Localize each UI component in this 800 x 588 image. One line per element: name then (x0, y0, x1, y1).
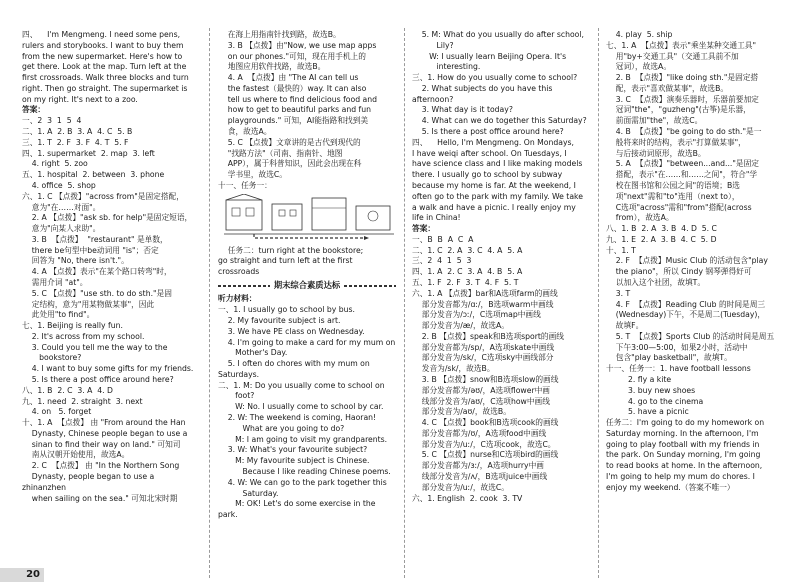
text-line: 故填F。 (606, 321, 644, 331)
text-line: 三、1. How do you usually come to school? (412, 73, 578, 83)
text-line: Saturday morning. In the afternoon, I'm (606, 428, 759, 438)
column-divider-3 (598, 28, 599, 578)
page-number: 20 (0, 568, 44, 582)
text-line: rulers and storybooks. I want to buy them (22, 40, 184, 50)
text-line: 十、1. A 【点拨】 由 "From around the Han (22, 418, 186, 428)
text-line: 四、 Hello, I'm Mengmeng. On Mondays, (412, 137, 574, 147)
text-line: 任务二：I'm going to do my homework on (606, 418, 765, 428)
text-line: 5. Is there a post office around here? (22, 375, 174, 384)
text-line: 4. W: We can go to the park together this (218, 477, 387, 487)
text-line: 5. C 【点拨】文章讲的是古代到现代的 (218, 137, 361, 147)
text-line: 2. My favourite subject is art. (218, 316, 341, 326)
text-line: because my home is far. At the weekend, I (412, 180, 576, 190)
text-line: W: I usually learn Beijing Opera. It's (412, 51, 567, 61)
text-line: enjoy my weekend.（答案不唯一） (606, 482, 735, 492)
text-line: 4. office 5. shop (22, 180, 96, 190)
text-line: from the new supermarket. Here's how to (22, 51, 183, 61)
text-line: a walk and have a picnic. I really enjoy my (412, 202, 576, 212)
text-line: 意为"向某人求助"。 (22, 224, 101, 234)
column-divider-2 (404, 28, 405, 578)
text-line: the fastest（最快的）way. It can also (218, 83, 367, 93)
text-line: 3. buy new shoes (606, 385, 696, 395)
text-line: 线部分发音为/aʊ/，C选项how中画线 (412, 396, 550, 406)
text-line: 部分发音为/sk/，C选项sky中画线部分 (412, 353, 554, 363)
text-line: 4. B 【点拨】"be going to do sth."是一 (606, 127, 762, 137)
text-line: Dynasty, people began to use a zhinanzhen (22, 472, 157, 492)
text-line: go straight and turn left at the first crossroads (218, 256, 355, 277)
text-line: 4. I want to buy some gifts for my friends. (22, 364, 194, 374)
text-line: 5. T 【点拨】Sports Club 的活动时间是周五 (606, 331, 775, 341)
text-line: going to play football with my friends in (606, 439, 760, 449)
text-line: how to get to beautiful parks and fun (218, 105, 371, 115)
text-line: 3. Could you tell me the way to the (22, 342, 168, 352)
text-line: 用"by+交通工具"（交通工具前不加 (606, 51, 739, 61)
text-line: 与后接动词原形，故选B。 (606, 148, 706, 158)
text-line: 4. right 5. zoo (22, 159, 88, 169)
text-line: 前面需加"the"，故选C。 (606, 116, 703, 126)
text-line: 4. play 5. ship (606, 30, 673, 39)
text-line: first crossroads. Walk three blocks and turn (22, 73, 189, 83)
text-line: tell us where to find delicious food and (218, 94, 377, 104)
column-3 (412, 30, 590, 504)
text-line: 校在图书馆和公园之间"的语境；B选 (606, 180, 740, 190)
text-line: 2. What subjects do you have this afternoon? (412, 83, 555, 104)
map-illustration (224, 194, 394, 240)
text-line: on my right. It's next to a zoo. (22, 94, 138, 104)
text-line: 搭配，表示"在……和……之间"，符合"学 (606, 170, 758, 180)
column-2 (218, 30, 396, 521)
text-line: 4. on 5. forget (22, 407, 92, 417)
text-line: 部分发音为/æ/，故选A。 (412, 321, 509, 331)
text-line: 3. C 【点拨】演奏乐器时，乐器前要加定 (606, 94, 759, 104)
text-line: the park. On Sunday morning, I'm going (606, 450, 761, 460)
text-line: 八、1. B 2. A 3. B 4. D 5. C (606, 224, 717, 234)
text-line: 2. C 【点拨】 由 "In the Northern Song (22, 461, 180, 471)
text-line: there. I usually go to school by subway (412, 170, 563, 180)
text-line: have science class and I like making models (412, 159, 583, 169)
text-line: M: I am going to visit my grandparents. (218, 434, 388, 444)
text-line: Mother's Day. (218, 348, 288, 358)
text-line: 4. go to the cinema (606, 396, 704, 406)
text-line: Lily? (412, 40, 454, 50)
text-line: 部分发音为/ɔː/，C选项map中画线 (412, 310, 541, 320)
text-line: 2. B 【点拨】"like doing sth."是固定搭 (606, 73, 759, 83)
text-line: 二、1. C 2. A 3. C 4. A 5. A (412, 245, 523, 255)
text-line: 部分发音为/aʊ/，故选B。 (412, 407, 511, 417)
text-line: 配，表示"喜欢做某事"，故选B。 (606, 83, 729, 93)
text-line: 5. Is there a post office around here? (412, 127, 564, 137)
text-line: 冠词"the"，"guzheng"(古筝)是乐器， (606, 105, 751, 115)
text-line: often go to the park with my family. We take (412, 191, 583, 201)
text-line: 4. A 【点拨】由 "The AI can tell us (218, 73, 359, 83)
text-line: 部分发音为/uː/，C选项cook，故选C。 (412, 439, 556, 449)
text-line: 5. I often do chores with my mum on Saturdays. (218, 359, 373, 379)
text-line: 十、1. T (606, 245, 636, 255)
text-line: 项"next"需和"to"连用（next to）， (606, 191, 740, 201)
text-line: 部分发音为/uː/，故选C。 (412, 482, 509, 492)
text-line: 3. W: What's your favourite subject? (218, 445, 368, 455)
text-line: C选项"across"需和"from"搭配(across (606, 202, 752, 212)
text-line: I have weiqi after school. On Tuesdays, I (412, 148, 567, 158)
text-line: 2. fly a kite (606, 375, 672, 384)
text-line: 一、2 3 1 5 4 (22, 116, 82, 126)
text-line: 2. It's across from my school. (22, 331, 145, 341)
text-line: 回答为 "No, there isn't."。 (22, 256, 129, 266)
text-line: 部分发音都为/ɑː/，B选项warm中画线 (412, 299, 554, 309)
column-4 (606, 30, 784, 494)
text-line: bookstore? (22, 353, 82, 363)
column-divider-1 (209, 28, 210, 578)
text-line: 部分发音都为/ʊ/，A选项food中画线 (412, 428, 547, 438)
text-line: sinan to find their way on land." 可知司 (22, 439, 181, 449)
text-line: 七、1. Beijing is really fun. (22, 321, 123, 331)
text-line: to read books at home. In the afternoon, (606, 461, 763, 471)
text-line: 一、B B A C A (412, 234, 474, 244)
text-line: 4. C 【点拨】book和B选项cook的画线 (412, 418, 559, 428)
text-line: M: OK! Let's do some exercise in the park. (218, 499, 378, 520)
column-1 (22, 30, 200, 504)
text-line: foot? (218, 391, 255, 401)
text-line: interesting. (412, 62, 481, 72)
text-line: 包含"play basketball"，故填T。 (606, 353, 732, 363)
text-line: 5. have a picnic (606, 407, 689, 417)
text-line: 十一、任务一： (218, 180, 272, 190)
text-line: 下午3:00—5:00，如果2小时，活动中 (606, 342, 748, 352)
section-title: 期末综合素质达标 (218, 280, 396, 292)
text-line: 定结构，意为"用某物做某事"，因此 (22, 299, 155, 309)
text-line: 二、1. M: Do you usually come to school on (218, 380, 385, 390)
text-line: Because I like reading Chinese poems. (218, 466, 391, 476)
text-line: 意为"在……对面"。 (22, 202, 101, 212)
text-line: 听力材料： (218, 294, 257, 304)
text-line: 九、1. E 2. A 3. B 4. C 5. D (606, 234, 717, 244)
text-line: 3. B 【点拨】由"Now, we use map apps (218, 40, 377, 50)
text-line: 线部分发音为/ʌ/，B选项juice中画线 (412, 472, 548, 482)
text-line: 发音为/sk/，故选B。 (412, 364, 495, 374)
text-line: 一、1. I usually go to school by bus. (218, 305, 355, 315)
text-line: 部分发音都为/əʊ/，A选项flower中画 (412, 385, 550, 395)
text-line: 九、1. need 2. straight 3. next (22, 396, 143, 406)
text-line: 3. B 【点拨】snow和B选项slow的画线 (412, 375, 559, 384)
text-line: 需用介词 "at"。 (22, 277, 88, 287)
text-line: 4. F 【点拨】Reading Club 的时间是周三 (606, 299, 766, 309)
text-line: 以加入这个社团，故填T。 (606, 277, 706, 287)
text-line: Saturday. (218, 488, 279, 498)
text-line: 十一、任务一：1. have football lessons (606, 364, 751, 374)
text-line: 答案： (412, 224, 436, 234)
text-line: 二、1. A 2. B 3. A 4. C 5. B (22, 127, 133, 137)
text-line: 学书里，故选C。 (218, 170, 287, 180)
text-line: 冠词），故选A。 (606, 62, 672, 72)
text-line: 2. F 【点拨】Music Club 的活动包含"play (606, 256, 768, 266)
text-line: 食，故选A。 (218, 127, 272, 137)
text-line: 五、1. hospital 2. between 3. phone (22, 170, 165, 180)
text-line: 3. What day is it today? (412, 105, 513, 115)
text-line: M: My favourite subject is Chinese. (218, 456, 370, 466)
text-line: on our phones."可知，现在用手机上的 (218, 51, 366, 61)
text-line: playgrounds." 可知，AI能指路和找到美 (218, 116, 369, 126)
text-line: 2. A 【点拨】"ask sb. for help"是固定短语， (22, 213, 193, 223)
text-line: 5. A 【点拨】"between...and..."是固定 (606, 159, 759, 169)
text-line: 5. C 【点拨】nurse和C选项bird的画线 (412, 450, 559, 460)
text-line: 4. What can we do together this Saturday? (412, 116, 587, 126)
text-line: life in China! (412, 213, 461, 223)
text-line: 2. B 【点拨】speak和B选项sport的画线 (412, 331, 564, 341)
text-line: 3. We have PE class on Wednesday. (218, 326, 365, 336)
text-line: 六、1. English 2. cook 3. TV (412, 493, 523, 503)
text-line: the piano"，所以 Cindy 钢琴弹得好可 (606, 267, 752, 277)
text-line: there be句型中be动词用 "is"；否定 (22, 245, 159, 255)
text-line: 任务二：turn right at the bookstore; (218, 245, 364, 255)
text-line: 答案： (22, 105, 46, 115)
text-line: when sailing on the sea." 可知北宋时期 (22, 493, 178, 503)
text-line: 5. M: What do you usually do after school, (412, 30, 584, 39)
text-line: 七、1. A 【点拨】表示"乘坐某种交通工具" (606, 40, 756, 50)
text-line: 四、1. supermarket 2. map 3. left (22, 148, 155, 158)
text-line: 南从汉朝开始使用，故选A。 (22, 450, 130, 460)
text-line: W: No. I usually come to school by car. (218, 402, 384, 412)
text-line: What are you going to do? (218, 423, 345, 433)
text-line: 三、1. T 2. F 3. F 4. T 5. F (22, 137, 129, 147)
text-line: 5. C 【点拨】"use sth. to do sth."是固 (22, 288, 172, 298)
text-line: get there. Look at the map. Turn left at the (22, 62, 187, 72)
text-line: 般将来时的结构，表示"打算做某事"， (606, 137, 746, 147)
text-line: 在海上用指南针找到路，故选B。 (218, 30, 341, 39)
text-line: right. Then go straight. The supermarket is (22, 83, 188, 93)
text-line: 五、1. F 2. F 3. T 4. F 5. T (412, 277, 519, 287)
text-line: Dynasty, Chinese people began to use a (22, 428, 188, 438)
text-line: 4. A 【点拨】表示"在某个路口转弯"时， (22, 267, 172, 277)
text-line: (Wednesday)下午，不是周二(Tuesday)， (606, 310, 766, 320)
text-line: 4. I'm going to make a card for my mum on (218, 337, 396, 347)
text-line: 3. B 【点拨】 "restaurant" 是单数， (22, 234, 168, 244)
text-line: 四、1. A 2. C 3. A 4. B 5. A (412, 267, 523, 277)
text-line: 八、1. B 2. C 3. A 4. D (22, 385, 113, 395)
text-line: 部分发音都为/ɜː/，A选项hurry中画 (412, 461, 544, 471)
text-line: I'm going to help my mum do chores. I (606, 472, 755, 482)
text-line: 六、1. A 【点拨】bar和A选项farm的画线 (412, 288, 558, 298)
text-line: APP），属于科普知识，因此会出现在科 (218, 159, 362, 169)
text-line: 三、2 4 1 5 3 (412, 256, 472, 266)
text-line: 3. T (606, 288, 631, 298)
text-line: from），故选A。 (606, 213, 674, 223)
text-line: "找路方法"（司南、指南针、地图 (218, 148, 343, 158)
text-line: 六、1. C 【点拨】"across from"是固定搭配， (22, 191, 184, 201)
text-line: 此处用"to find"。 (22, 310, 95, 320)
text-line: 四、 I'm Mengmeng. I need some pens, (22, 30, 181, 39)
text-line: 地图应用软件找路，故选B。 (218, 62, 326, 72)
text-line: 2. W: The weekend is coming, Haoran! (218, 413, 377, 423)
text-line: 部分发音都为/sp/，A选项skate中画线 (412, 342, 555, 352)
